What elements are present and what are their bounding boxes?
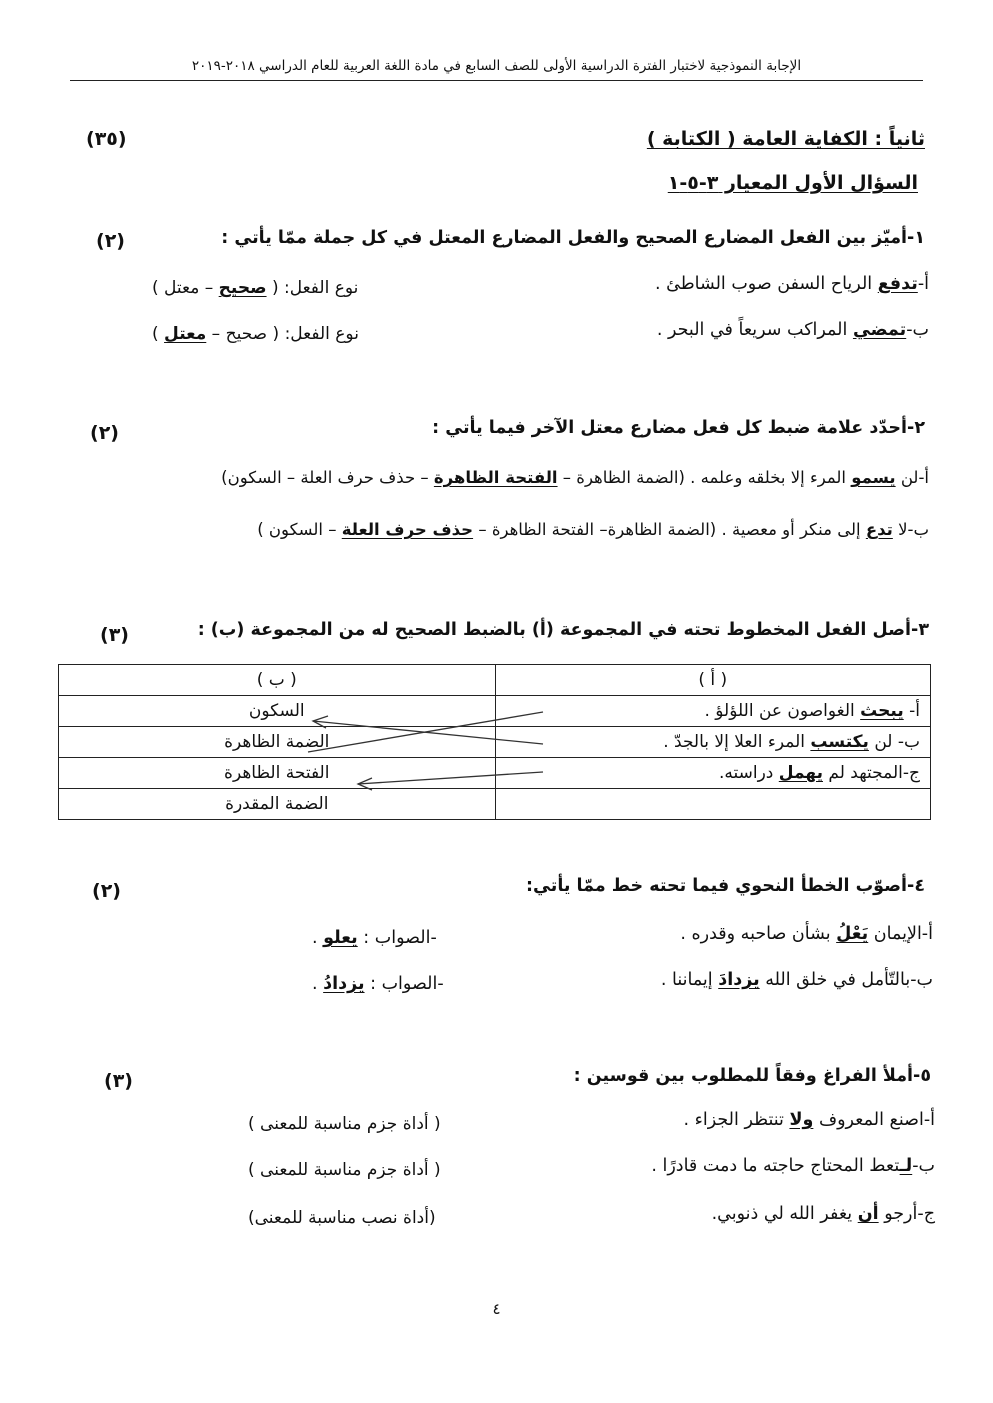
q1-item-b-type: نوع الفعل: ( صحيح – معتل ) [152, 324, 359, 344]
q1-item-b: ب-تمضي المراكب سريعاً في البحر . [656, 320, 929, 340]
question-one-title: السؤال الأول المعيار ٣-٥-١ [667, 172, 918, 194]
q5-mark: (٣) [104, 1070, 133, 1092]
group-b-item: الضمة الظاهرة [59, 727, 496, 758]
q5-item-c-answer: أن [857, 1204, 879, 1224]
q1-item-b-answer: معتل [164, 324, 207, 344]
q2-item-b-verb: تدع [865, 520, 893, 539]
q1-item-a-type: نوع الفعل: ( صحيح – معتل ) [152, 278, 359, 298]
group-b-item: الضمة المقدرة [59, 789, 496, 820]
q2-item-a: أ-لن يسمو المرء إلا بخلقه وعلمه . (الضمة الظاهرة – الفتحة الظاهرة – حذف حرف العلة – السكون) [221, 468, 929, 487]
group-b-item: السكون [59, 696, 496, 727]
section-total-mark: (٣٥) [86, 128, 127, 150]
table-row [59, 758, 931, 789]
page-number: ٤ [492, 1300, 501, 1318]
q5-prompt: ٥-أملأ الفراغ وفقاً للمطلوب بين قوسين : [573, 1066, 931, 1086]
q2-item-a-verb: يسمو [851, 468, 896, 487]
q2-item-b: ب-لا تدع إلى منكر أو معصية . (الضمة الظاهرة– الفتحة الظاهرة – حذف حرف العلة – السكون ) [257, 520, 929, 539]
q4-item-b-correction: -الصواب : يزدادُ . [312, 974, 444, 994]
q5-item-b-answer: لـ [899, 1156, 913, 1176]
group-b-item: الفتحة الظاهرة [59, 758, 496, 789]
q5-item-c-hint: (أداة نصب مناسبة للمعنى) [248, 1208, 436, 1228]
q1-prompt: ١-أميّز بين الفعل المضارع الصحيح والفعل المضارع المعتل في كل جملة ممّا يأتي : [221, 228, 925, 248]
q3-prompt: ٣-أصل الفعل المخطوط تحته في المجموعة (أ) بالضبط الصحيح له من المجموعة (ب) : [197, 620, 929, 640]
q1-mark: (٢) [96, 230, 125, 252]
group-a-item: ج-المجتهد لم يهمل دراسته. [495, 758, 931, 789]
q2-prompt: ٢-أحدّد علامة ضبط كل فعل مضارع معتل الآخر فيما يأتي : [432, 418, 925, 438]
q1-item-b-verb: تمضي [852, 320, 907, 340]
q4-item-a-verb: يَعْلُ [836, 924, 869, 944]
q2-item-b-answer: حذف حرف العلة [341, 520, 474, 539]
group-a-item: أ- يبحث الغواصون عن اللؤلؤ . [495, 696, 931, 727]
q5-item-a-answer: ولا [789, 1110, 814, 1130]
group-b-header: ( ب ) [59, 665, 496, 696]
table-row [59, 789, 931, 820]
q3-mark: (٣) [100, 624, 129, 646]
group-a-item [495, 789, 931, 820]
matching-table [58, 664, 931, 820]
group-a-header: ( أ ) [495, 665, 931, 696]
q5-item-a-hint: ( أداة جزم مناسبة للمعنى ) [248, 1114, 441, 1134]
q2-mark: (٢) [90, 422, 119, 444]
q5-item-a: أ-اصنع المعروف ولا تنتظر الجزاء . [683, 1110, 935, 1130]
table-row [59, 727, 931, 758]
q4-item-a-answer: يعلو [323, 928, 358, 948]
q4-item-b-verb: يزدادَ [718, 970, 760, 990]
q5-item-c: ج-أرجو أن يغفر الله لي ذنوبي. [711, 1204, 935, 1224]
q4-item-b-answer: يزدادُ [323, 974, 365, 994]
q1-item-a-verb: تدفع [877, 274, 918, 294]
document-header: الإجابة النموذجية لاختبار الفترة الدراسية الأولى للصف السابع في مادة اللغة العربية للعام الدراسي ٢٠١٨-٢٠١٩ [70, 58, 923, 81]
group-a-item: ب- لن يكتسب المرء العلا إلا بالجدّ . [495, 727, 931, 758]
q4-mark: (٢) [92, 880, 121, 902]
q4-prompt: ٤-أصوّب الخطأ النحوي فيما تحته خط ممّا يأتي: [526, 876, 925, 896]
q4-item-a-correction: -الصواب : يعلو . [312, 928, 437, 948]
q5-item-b-hint: ( أداة جزم مناسبة للمعنى ) [248, 1160, 441, 1180]
table-row [59, 696, 931, 727]
q4-item-a: أ-الإيمان يَعْلُ بشأن صاحبه وقدره . [680, 924, 933, 944]
q5-item-b: ب-لـتعط المحتاج حاجته ما دمت قادرًا . [651, 1156, 935, 1176]
q1-item-a-answer: صحيح [218, 278, 267, 298]
q1-item-a: أ-تدفع الرياح السفن صوب الشاطئ . [654, 274, 929, 294]
q2-item-a-answer: الفتحة الظاهرة [433, 468, 558, 487]
section-title: ثانياً : الكفاية العامة ( الكتابة ) [646, 128, 925, 150]
q4-item-b: ب-بالتّأمل في خلق الله يزدادَ إيماننا . [660, 970, 933, 990]
